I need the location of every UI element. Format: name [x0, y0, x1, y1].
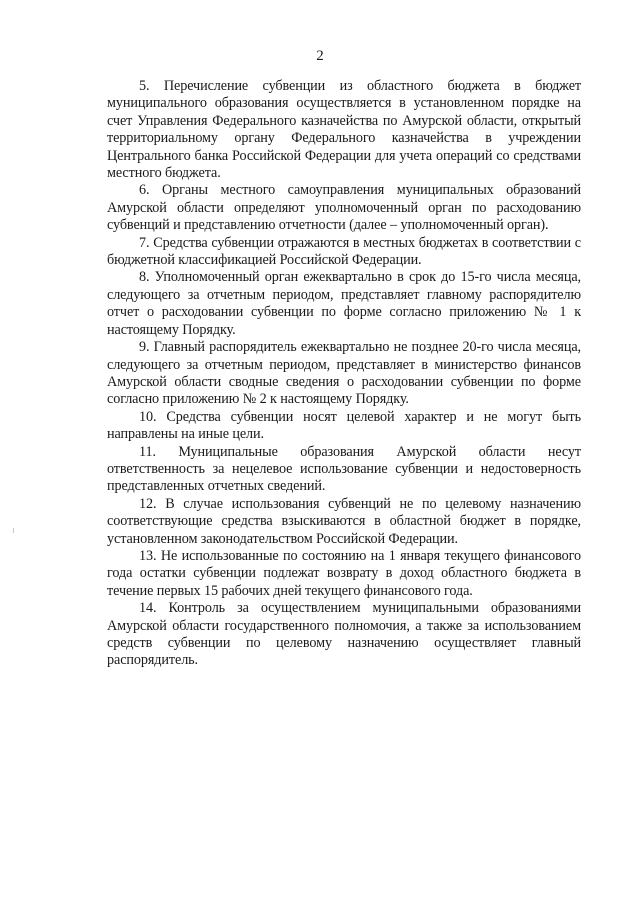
- paragraph-10: 10. Средства субвенции носят целевой характер и не могут быть направлены на иные цели.: [107, 408, 581, 443]
- scan-mark: [13, 528, 14, 533]
- paragraph-13: 13. Не использованные по состоянию на 1 января текущего финансового года остатки субвенции подлежат возврату в доход областного бюджета в течение первых 15 рабочих дней текущего финансового года.: [107, 547, 581, 599]
- document-body: [107, 78, 581, 670]
- paragraph-7: 7. Средства субвенции отражаются в местных бюджетах в соответствии с бюджетной классификацией Российской Федерации.: [107, 234, 581, 269]
- paragraph-9: 9. Главный распорядитель ежеквартально не позднее 20-го числа месяца, следующего за отчетным периодом, представляет в министерство финансов Амурской области сводные сведения о расходовании субвенции по форме согласно приложению № 2 к настоящему Порядку.: [107, 339, 581, 408]
- paragraph-8: 8. Уполномоченный орган ежеквартально в срок до 15-го числа месяца, следующего за отчетным периодом, представляет главному распорядителю отчет о расходовании субвенции по форме согласно приложению № 1 к настоящему Порядку.: [107, 269, 581, 338]
- paragraph-14: 14. Контроль за осуществлением муниципальными образованиями Амурской области государственного полномочия, а также за использованием средств субвенции по целевому назначению осуществляет главный распорядитель.: [107, 600, 581, 669]
- page-number: 2: [316, 48, 324, 64]
- paragraph-12: 12. В случае использования субвенций не по целевому назначению соответствующие средства взыскиваются в областной бюджет в порядке, установленном законодательством Российской Федерации.: [107, 495, 581, 547]
- paragraph-6: 6. Органы местного самоуправления муниципальных образований Амурской области определяют уполномоченный орган по расходованию субвенций и представлению отчетности (далее – уполномоченный орган).: [107, 182, 581, 234]
- paragraph-11: 11. Муниципальные образования Амурской области несут ответственность за нецелевое использование субвенции и недостоверность представленных отчетных сведений.: [107, 443, 581, 495]
- paragraph-5: 5. Перечисление субвенции из областного бюджета в бюджет муниципального образования осуществляется в установленном порядке на счет Управления Федерального казначейства по Амурской области, открытый территориальному органу Федерального казначейства в учреждении Центрального банка Российской Федерации для учета операций со средствами местного бюджета.: [107, 78, 581, 182]
